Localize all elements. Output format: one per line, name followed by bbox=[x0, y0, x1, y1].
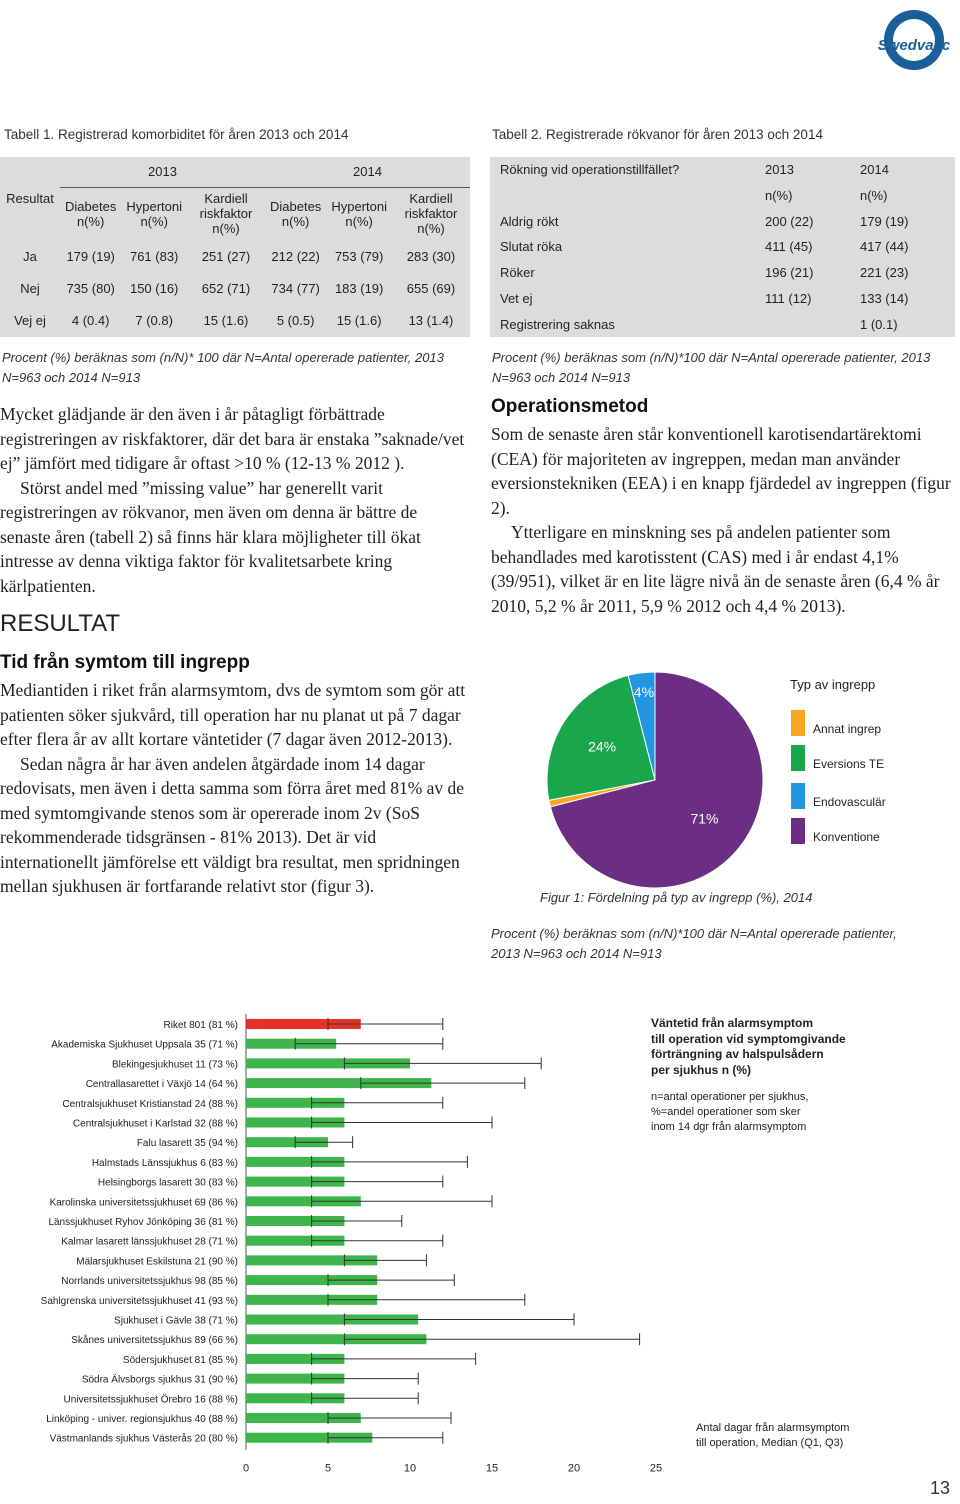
table-cell: 221 (23) bbox=[860, 265, 909, 281]
category-label: Centralsjukhuset Kristianstad 24 (88 %) bbox=[62, 1098, 238, 1110]
category-label: Linköping - univer. regionsjukhus 40 (88 %) bbox=[46, 1414, 238, 1425]
paragraph: Mediantiden i riket från alarmsymtom, dvs de symtom som gör att patienten söker sjukvård, till operation har nu planat ut på 7 dagar efter flera år av allt kortare väntetider (7 dagar även 2012-2013). bbox=[0, 680, 466, 749]
row-label: Aldrig rökt bbox=[500, 213, 559, 229]
category-label: Riket 801 (81 %) bbox=[163, 1020, 238, 1031]
table-row bbox=[490, 286, 955, 312]
section-heading: RESULTAT bbox=[0, 610, 121, 637]
pie-caption: Figur 1: Fördelning på typ av ingrepp (%), 2014 bbox=[540, 890, 813, 905]
table-cell: 5 (0.5) bbox=[276, 313, 315, 329]
paragraph: Störst andel med ”missing value” har generellt varit registreringen av rökvanor, men även om denna är bättre de senaste åren (tabell 2) så finns här klara möjligheter till ökat intresse av denna viktiga faktor för kvalitetsarbete kring kärlpatienten. bbox=[0, 477, 421, 596]
table2-note: Procent (%) beräknas som (n/N)*100 där N=Antal opererade patienter, 2013 N=963 och 2014 N=913 bbox=[492, 350, 931, 385]
table2-caption: Tabell 2. Registrerade rökvanor för åren 2013 och 2014 bbox=[492, 127, 823, 142]
legend-label: Eversions TE bbox=[813, 757, 885, 771]
table-cell: 417 (44) bbox=[860, 239, 909, 255]
x-tick-label: 5 bbox=[324, 1462, 332, 1475]
left-intro bbox=[0, 402, 468, 598]
table-cell: 200 (22) bbox=[765, 213, 814, 229]
table-cell: 7 (0.8) bbox=[135, 313, 173, 329]
category-label: Halmstads Länssjukhus 6 (83 %) bbox=[91, 1157, 238, 1169]
x-tick-label: 25 bbox=[649, 1462, 663, 1475]
table-cell: 753 (79) bbox=[334, 248, 384, 264]
legend-label: Annat ingrep bbox=[813, 722, 882, 736]
col-kardiell-2014: Kardiell riskfaktor n(%) bbox=[404, 191, 458, 237]
logo-arc-text: Vascular Registry in Sweden bbox=[872, 0, 955, 41]
legend-swatch bbox=[791, 710, 805, 736]
legend-swatch bbox=[791, 783, 805, 809]
category-label: Helsingborgs lasarett 30 (83 %) bbox=[97, 1177, 238, 1189]
category-label: Västmanlands sjukhus Västerås 20 (80 %) bbox=[49, 1433, 238, 1445]
paragraph: Sedan några år har även andelen åtgärdade inom 14 dagar redovisats, men även i detta samma som förra året med 81% av de med symtomgivande stenos som är opererade inom 2v (SoS rekommenderade tidsgränsen - 81% 2013). Det är vid internationellt jämförelse ett väldigt bra resultat, men spridningen mellan sjukhusen är fortfarande relativt stor (figur 3). bbox=[0, 753, 465, 896]
table-cell: 150 (16) bbox=[129, 280, 179, 296]
table-cell: 179 (19) bbox=[66, 248, 115, 264]
category-label: Centrallasarettet i Växjö 14 (64 %) bbox=[85, 1079, 238, 1091]
table-row bbox=[490, 234, 955, 260]
legend-label: Endovasculär bbox=[813, 795, 886, 809]
year-2014-header: 2014 bbox=[265, 157, 470, 187]
col-kardiell-2013: Kardiell riskfaktor n(%) bbox=[199, 191, 253, 237]
legend-swatch bbox=[791, 818, 805, 844]
paragraph: Som de senaste åren står konventionell karotisendartärektomi (CEA) för majoriteten av ingreppen, medan man använder eversionstekniken (EEA) i en knapp fjärdedel av ingreppen (figur 2). bbox=[491, 424, 951, 518]
category-label: Skånes universitetssjukhus 89 (66 %) bbox=[71, 1335, 238, 1347]
legend-swatch bbox=[791, 745, 805, 771]
category-label: Blekingesjukhuset 11 (73 %) bbox=[112, 1059, 238, 1071]
pie-legend-title: Typ av ingrepp bbox=[790, 677, 876, 692]
table-cell: 15 (1.6) bbox=[336, 313, 382, 329]
table-cell: 133 (14) bbox=[860, 290, 909, 306]
row-label: Vej ej bbox=[14, 313, 46, 329]
pie-data-label: 24% bbox=[588, 738, 617, 755]
category-label: Länssjukhuset Ryhov Jönköping 36 (81 %) bbox=[48, 1217, 238, 1228]
x-tick-label: 0 bbox=[242, 1462, 250, 1475]
table-cell: 15 (1.6) bbox=[203, 313, 249, 329]
category-label: Akademiska Sjukhuset Uppsala 35 (71 %) bbox=[51, 1039, 238, 1051]
table-cell: 196 (21) bbox=[765, 265, 814, 281]
col-diabetes-2014: Diabetes n(%) bbox=[269, 198, 322, 229]
chart-definition: n=antal operationer per sjukhus, %=andel operationer som sker inom 14 dgr från alarmsymptom bbox=[651, 1091, 809, 1133]
table-cell: 212 (22) bbox=[271, 248, 320, 264]
x-tick-label: 10 bbox=[403, 1462, 417, 1475]
table-cell: 179 (19) bbox=[860, 213, 909, 229]
pie-data-label: 4% bbox=[633, 684, 655, 701]
table-cell: 411 (45) bbox=[765, 239, 813, 255]
year-2013-header: 2013 bbox=[60, 157, 265, 187]
table-cell bbox=[765, 311, 860, 337]
row-label: Registrering saknas bbox=[500, 316, 615, 332]
table1-caption: Tabell 1. Registrerad komorbiditet för åren 2013 och 2014 bbox=[4, 127, 349, 142]
left-results bbox=[0, 652, 468, 899]
comorbidity-table bbox=[0, 157, 470, 337]
sub-heading: Tid från symtom till ingrepp bbox=[0, 652, 250, 673]
table-row bbox=[490, 208, 955, 234]
category-label: Norrlands universitetssjukhus 98 (85 %) bbox=[61, 1276, 238, 1288]
legend-label: Konventione bbox=[813, 830, 880, 844]
category-label: Kalmar lasarett länssjukhuset 28 (71 %) bbox=[61, 1236, 238, 1248]
paragraph: Mycket glädjande är den även i år påtagligt förbättrade registreringen av riskfaktorer, där det bara är enstaka ”saknade/vet ej” jämfört med tidigare år oftast >10 % (12-13 % 2012 ). bbox=[0, 404, 465, 473]
category-label: Sahlgrenska universitetssjukhuset 41 (93 %) bbox=[40, 1295, 238, 1307]
category-label: Sjukhuset i Gävle 38 (71 %) bbox=[114, 1315, 238, 1327]
row-label: Slutat röka bbox=[500, 239, 563, 255]
n-label-2013: n(%) bbox=[765, 188, 793, 204]
n-label-2014: n(%) bbox=[860, 188, 888, 204]
table-row bbox=[490, 260, 955, 286]
table-cell: 251 (27) bbox=[201, 248, 251, 264]
table-cell: 655 (69) bbox=[406, 280, 456, 296]
table-cell: 4 (0.4) bbox=[71, 313, 110, 329]
chart-title: Väntetid från alarmsymptom till operation vid symptomgivande förträngning av halspulsådern per sjukhus n (%) bbox=[651, 1016, 846, 1077]
category-label: Karolinska universitetssjukhuset 69 (86 %) bbox=[49, 1197, 238, 1209]
col-diabetes-2013: Diabetes n(%) bbox=[65, 198, 117, 229]
year-2013-header: 2013 bbox=[765, 162, 794, 178]
hospital-wait-chart bbox=[0, 1000, 680, 1480]
table-cell: 735 (80) bbox=[66, 280, 115, 296]
col-hypertoni-2013: Hypertoni n(%) bbox=[126, 198, 182, 229]
right-section bbox=[491, 396, 953, 618]
table-row bbox=[0, 272, 470, 304]
pie-note: Procent (%) beräknas som (n/N)*100 där N=Antal opererade patienter, 2013 N=963 och 2014 N=913 bbox=[491, 926, 897, 961]
category-label: Södra Älvsborgs sjukhus 31 (90 %) bbox=[81, 1374, 238, 1386]
category-label: Falu lasarett 35 (94 %) bbox=[136, 1138, 238, 1150]
swedvasc-logo bbox=[866, 0, 960, 74]
row-label: Ja bbox=[23, 248, 37, 264]
chart-axis-note: Antal dagar från alarmsymptom till operation, Median (Q1, Q3) bbox=[696, 1422, 850, 1449]
table-cell: 1 (0.1) bbox=[860, 316, 898, 332]
table-cell: 761 (83) bbox=[129, 248, 179, 264]
table-row bbox=[0, 240, 470, 272]
table-cell: 734 (77) bbox=[271, 280, 320, 296]
table-row bbox=[0, 305, 470, 337]
row-label: Nej bbox=[20, 280, 40, 296]
table-cell: 652 (71) bbox=[201, 280, 251, 296]
row-label: Vet ej bbox=[500, 290, 533, 306]
table-cell: 283 (30) bbox=[406, 248, 456, 264]
table2-header: Rökning vid operationstillfället? bbox=[500, 162, 680, 178]
table-cell: 13 (1.4) bbox=[408, 313, 454, 329]
logo-name: Swedvasc bbox=[877, 37, 951, 54]
table-cell: 183 (19) bbox=[334, 280, 384, 296]
table-cell: 111 (12) bbox=[765, 290, 812, 306]
col-hypertoni-2014: Hypertoni n(%) bbox=[331, 198, 387, 229]
operationsmetod-heading: Operationsmetod bbox=[491, 396, 649, 417]
row-label: Röker bbox=[500, 265, 535, 281]
table-row bbox=[490, 311, 955, 337]
category-label: Mälarsjukhuset Eskilstuna 21 (90 %) bbox=[76, 1256, 238, 1268]
x-tick-label: 15 bbox=[485, 1462, 499, 1475]
category-label: Centralsjukhuset i Karlstad 32 (88 %) bbox=[72, 1118, 238, 1130]
year-2014-header: 2014 bbox=[860, 162, 889, 178]
smoking-table bbox=[490, 157, 955, 337]
procedure-pie-chart bbox=[540, 650, 780, 890]
paragraph: Ytterligare en minskning ses på andelen patienter som behandlades med karotisstent (CAS) med i år endast 4,1% (39/951), vilket är en lite lägre nivå än de senaste åren (6,4 % år 2010, 5,2 % år 2011, 5,9 % 2012 och 4,4 % 2013). bbox=[491, 522, 940, 616]
x-tick-label: 20 bbox=[567, 1462, 581, 1475]
page-number: 13 bbox=[930, 1478, 951, 1498]
category-label: Universitetssjukhuset Örebro 16 (88 %) bbox=[63, 1394, 238, 1406]
row-header: Resultat bbox=[6, 190, 54, 206]
pie-data-label: 71% bbox=[690, 810, 719, 827]
table1-note: Procent (%) beräknas som (n/N)* 100 där N=Antal opererade patienter, 2013 N=963 och 2014 N=913 bbox=[2, 350, 444, 385]
category-label: Södersjukhuset 81 (85 %) bbox=[122, 1354, 238, 1366]
